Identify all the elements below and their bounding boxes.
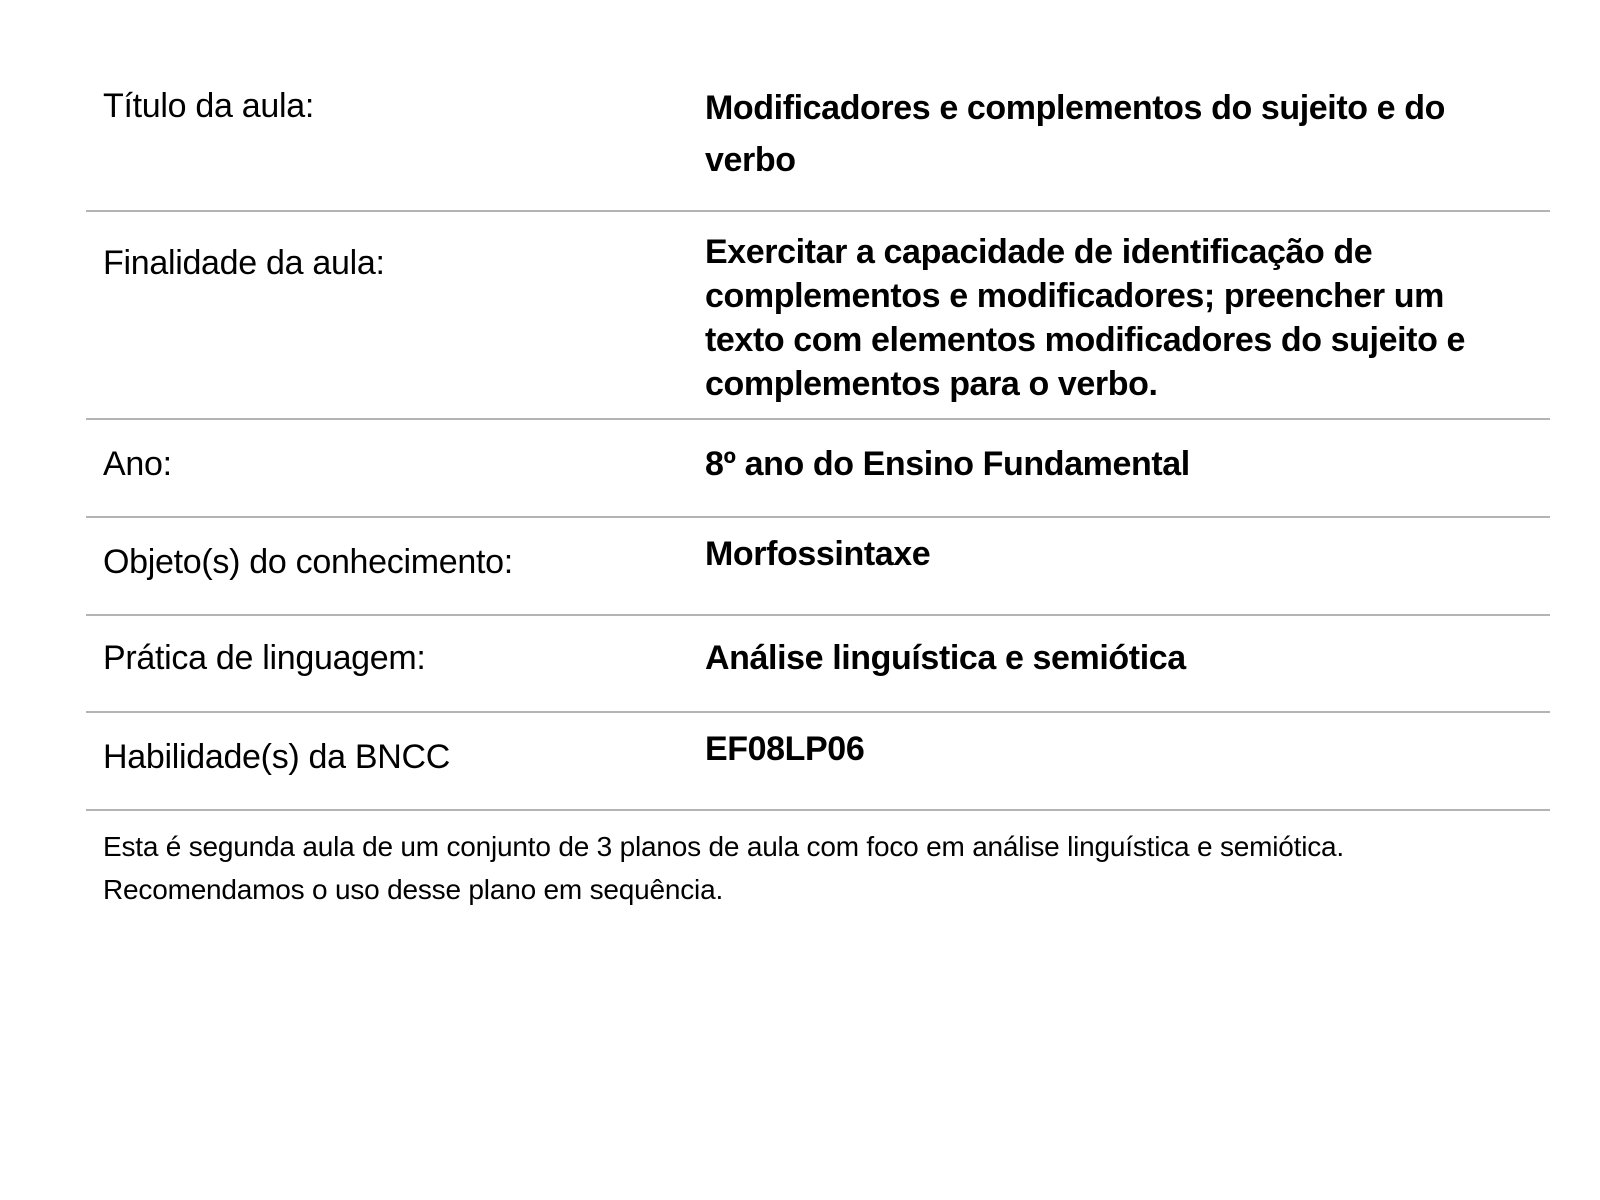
row-bncc-skill <box>86 713 1550 811</box>
school-year-label: Ano: <box>103 445 172 483</box>
bncc-skill-label: Habilidade(s) da BNCC <box>103 738 451 776</box>
row-language-practice <box>86 616 1550 713</box>
row-lesson-title <box>86 60 1550 212</box>
lesson-goal-label: Finalidade da aula: <box>103 244 385 282</box>
bncc-skill-value: EF08LP06 <box>705 730 865 768</box>
knowledge-object-value: Morfossintaxe <box>705 535 931 573</box>
school-year-value: 8º ano do Ensino Fundamental <box>705 445 1190 483</box>
lesson-goal-value: Exercitar a capacidade de identificação de complementos e modificadores; preencher um texto com elementos modificadores do sujeito e complementos para o verbo. <box>705 233 1465 403</box>
row-lesson-goal <box>86 212 1550 420</box>
row-knowledge-object <box>86 518 1550 616</box>
language-practice-label: Prática de linguagem: <box>103 639 426 677</box>
language-practice-value: Análise linguística e semiótica <box>705 639 1186 677</box>
row-school-year <box>86 420 1550 518</box>
knowledge-object-label: Objeto(s) do conhecimento: <box>103 543 513 581</box>
lesson-title-label: Título da aula: <box>103 87 314 125</box>
lesson-plan-table <box>86 60 1550 911</box>
lesson-title-value: Modificadores e complementos do sujeito e do verbo <box>705 89 1445 179</box>
sequence-note: Esta é segunda aula de um conjunto de 3 planos de aula com foco em análise linguística e semiótica. Recomendamos o uso desse plano em sequência. <box>103 831 1344 905</box>
